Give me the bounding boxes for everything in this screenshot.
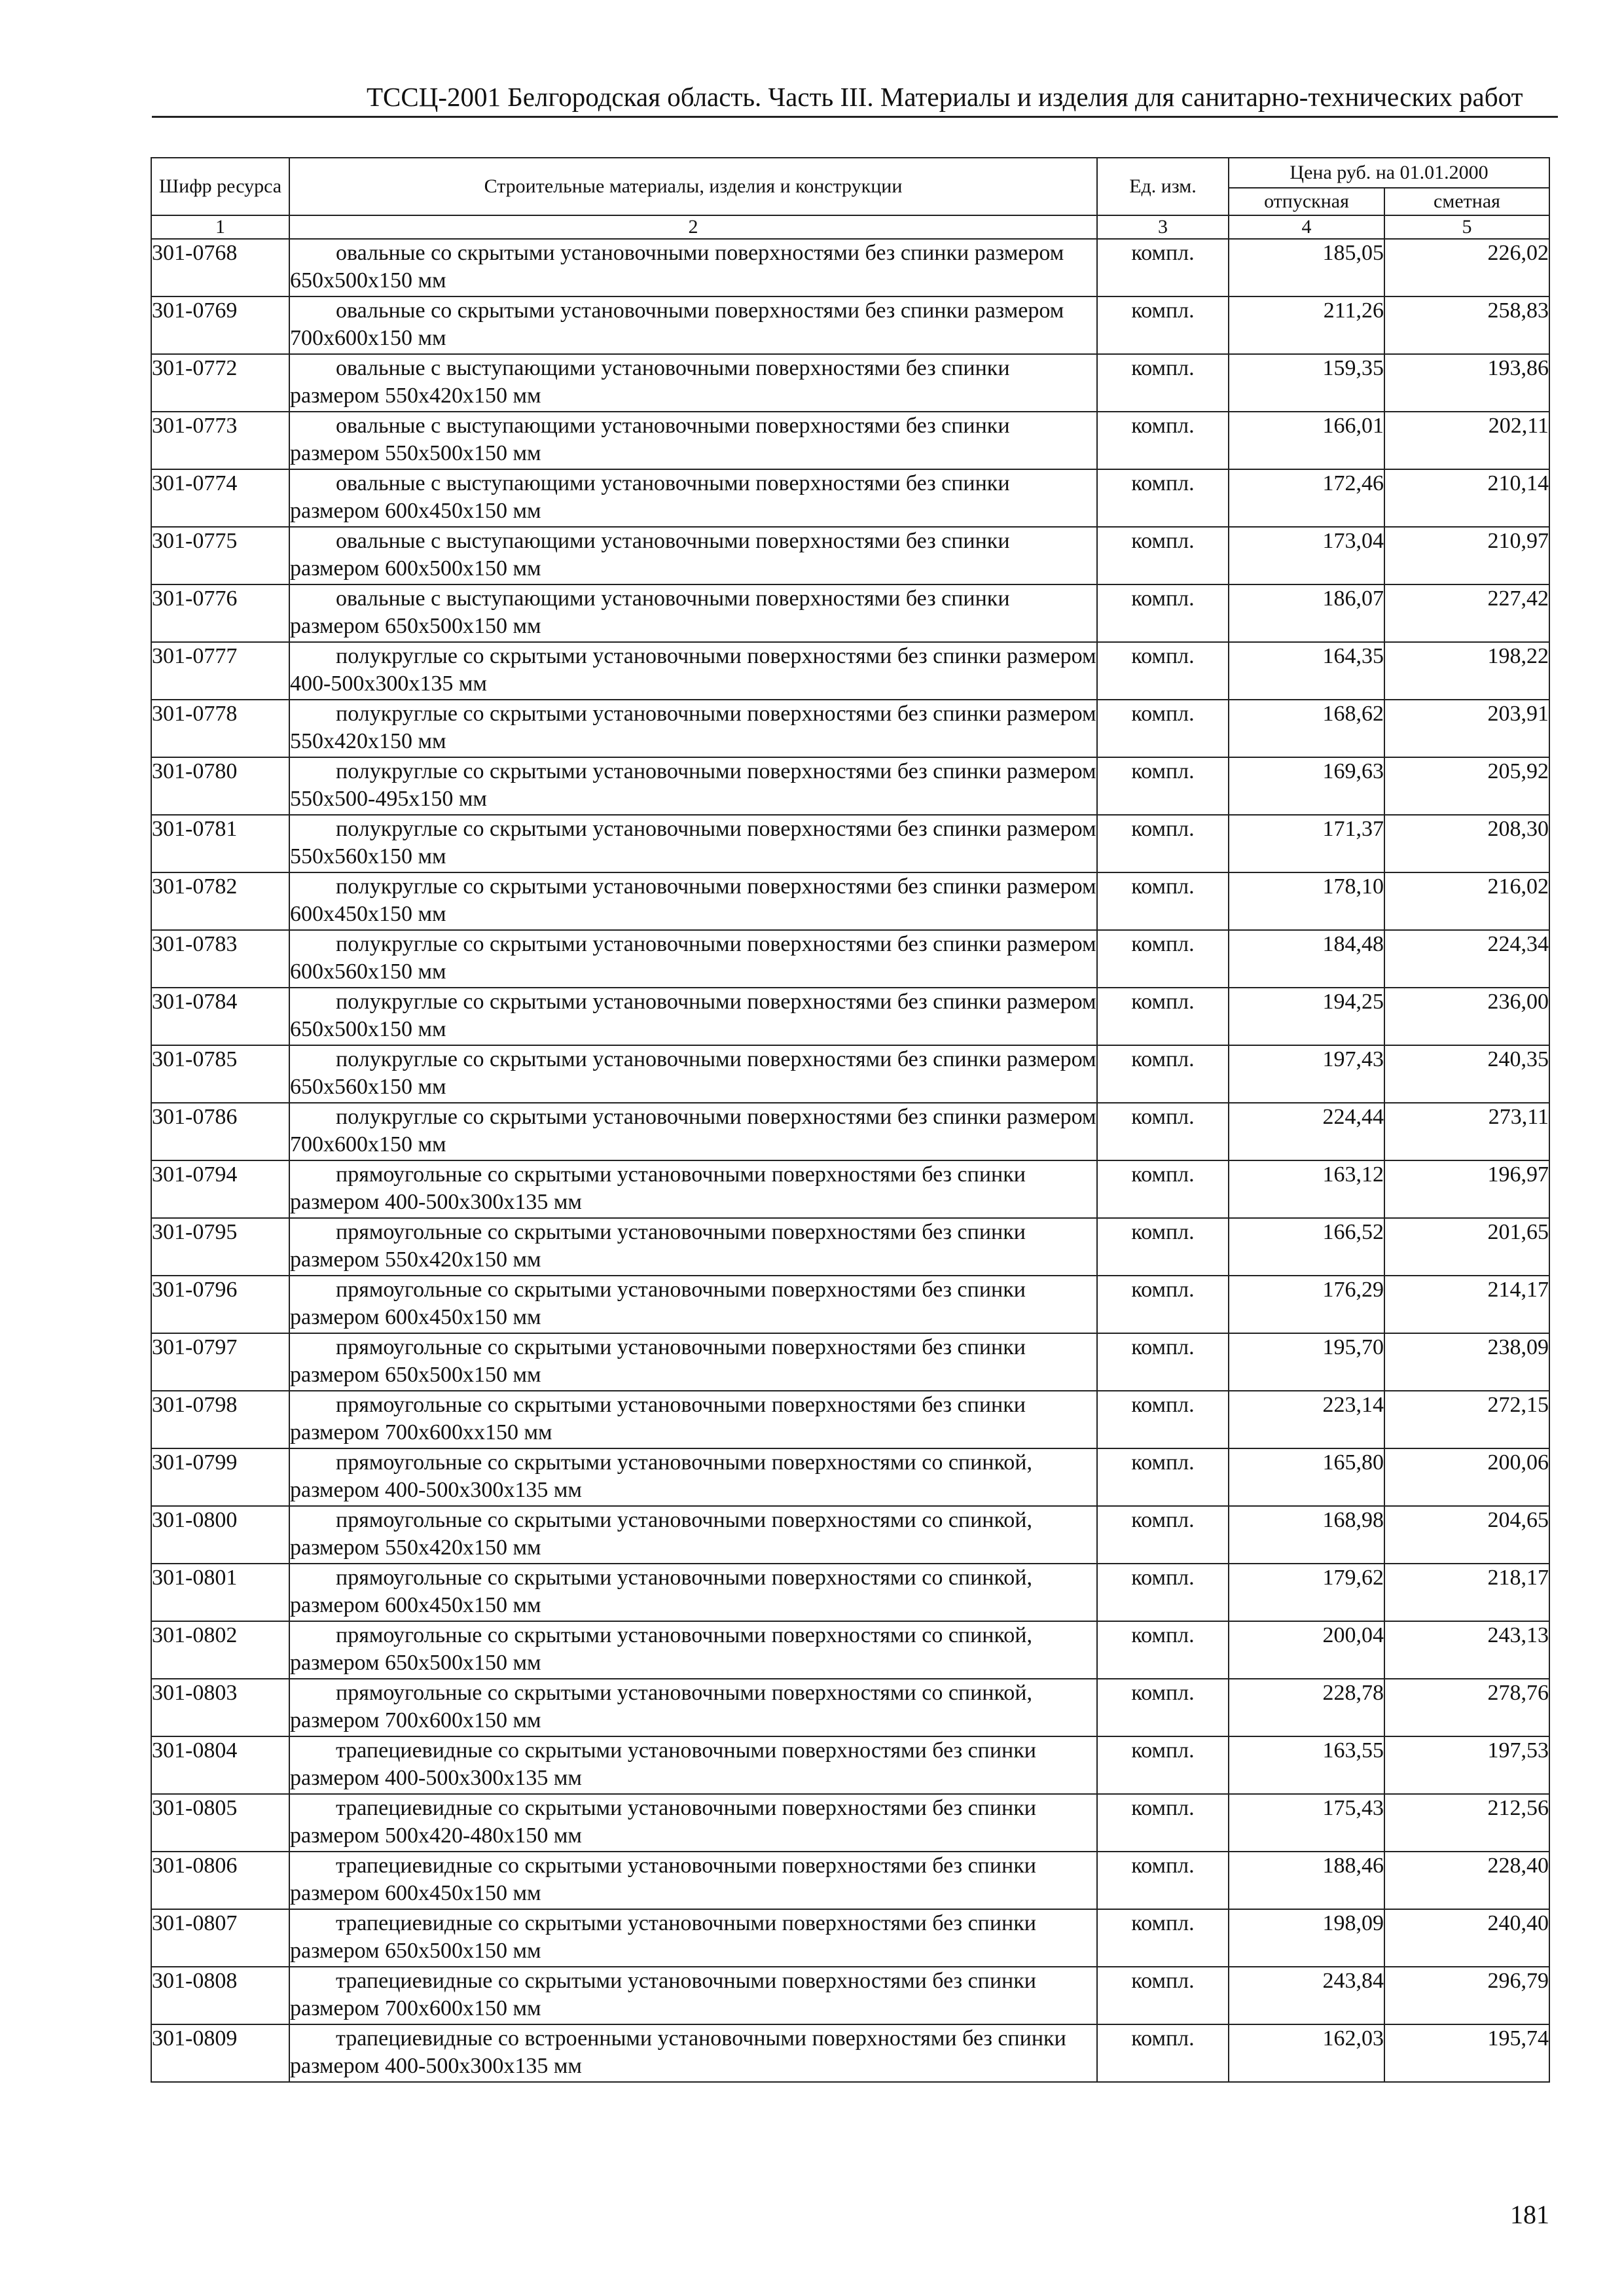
description-cell: прямоугольные со скрытыми установочными поверхностями без спинки размером 550х420х150 мм (289, 1218, 1097, 1276)
resource-code-cell: 301-0807 (151, 1909, 289, 1967)
release-price-cell: 224,44 (1229, 1103, 1384, 1160)
unit-cell: компл. (1097, 815, 1229, 872)
resource-code-cell: 301-0769 (151, 296, 289, 354)
description-cell: полукруглые со скрытыми установочными поверхностями без спинки размером 550х500-495х150 мм (289, 757, 1097, 815)
description-cell: трапециевидные со скрытыми установочными поверхностями без спинки размером 700х600х150 мм (289, 1967, 1097, 2024)
table-row (151, 1564, 1549, 1621)
resource-code-cell: 301-0794 (151, 1160, 289, 1218)
release-price-cell: 198,09 (1229, 1909, 1384, 1967)
unit-cell: компл. (1097, 1794, 1229, 1852)
description-cell: трапециевидные со скрытыми установочными поверхностями без спинки размером 600х450х150 мм (289, 1852, 1097, 1909)
column-number: 4 (1229, 215, 1384, 239)
resource-code-cell: 301-0808 (151, 1967, 289, 2024)
unit-cell: компл. (1097, 642, 1229, 700)
unit-cell: компл. (1097, 1909, 1229, 1967)
description-cell: прямоугольные со скрытыми установочными поверхностями со спинкой, размером 400-500х300х135 мм (289, 1448, 1097, 1506)
unit-cell: компл. (1097, 1218, 1229, 1276)
table-row (151, 1794, 1549, 1852)
unit-cell: компл. (1097, 1103, 1229, 1160)
release-price-cell: 194,25 (1229, 988, 1384, 1045)
release-price-cell: 243,84 (1229, 1967, 1384, 2024)
header-code: Шифр ресурса (151, 158, 289, 215)
unit-cell: компл. (1097, 412, 1229, 469)
estimate-price-cell: 203,91 (1384, 700, 1549, 757)
release-price-cell: 172,46 (1229, 469, 1384, 527)
release-price-cell: 175,43 (1229, 1794, 1384, 1852)
release-price-cell: 163,12 (1229, 1160, 1384, 1218)
description-cell: овальные со скрытыми установочными поверхностями без спинки размером 650х500х150 мм (289, 239, 1097, 296)
column-number: 2 (289, 215, 1097, 239)
table-row (151, 700, 1549, 757)
resource-code-cell: 301-0806 (151, 1852, 289, 1909)
release-price-cell: 164,35 (1229, 642, 1384, 700)
description-cell: полукруглые со скрытыми установочными поверхностями без спинки размером 550х420х150 мм (289, 700, 1097, 757)
unit-cell: компл. (1097, 1967, 1229, 2024)
header-divider (152, 116, 1558, 118)
description-cell: полукруглые со скрытыми установочными поверхностями без спинки размером 400-500х300х135 мм (289, 642, 1097, 700)
unit-cell: компл. (1097, 757, 1229, 815)
description-cell: прямоугольные со скрытыми установочными поверхностями без спинки размером 400-500х300х135 мм (289, 1160, 1097, 1218)
table-row (151, 1333, 1549, 1391)
column-number: 3 (1097, 215, 1229, 239)
description-cell: прямоугольные со скрытыми установочными поверхностями без спинки размером 600х450х150 мм (289, 1276, 1097, 1333)
table-row (151, 1967, 1549, 2024)
release-price-cell: 200,04 (1229, 1621, 1384, 1679)
header-release-price: отпускная (1229, 188, 1384, 215)
resource-code-cell: 301-0804 (151, 1736, 289, 1794)
release-price-cell: 163,55 (1229, 1736, 1384, 1794)
resource-code-cell: 301-0777 (151, 642, 289, 700)
table-row (151, 1852, 1549, 1909)
release-price-cell: 166,52 (1229, 1218, 1384, 1276)
description-cell: прямоугольные со скрытыми установочными поверхностями со спинкой, размером 550х420х150 мм (289, 1506, 1097, 1564)
resource-code-cell: 301-0801 (151, 1564, 289, 1621)
description-cell: полукруглые со скрытыми установочными поверхностями без спинки размером 650х500х150 мм (289, 988, 1097, 1045)
estimate-price-cell: 204,65 (1384, 1506, 1549, 1564)
resource-code-cell: 301-0781 (151, 815, 289, 872)
release-price-cell: 186,07 (1229, 584, 1384, 642)
estimate-price-cell: 195,74 (1384, 2024, 1549, 2082)
estimate-price-cell: 210,14 (1384, 469, 1549, 527)
release-price-cell: 223,14 (1229, 1391, 1384, 1448)
resource-code-cell: 301-0783 (151, 930, 289, 988)
table-row (151, 1679, 1549, 1736)
resource-code-cell: 301-0802 (151, 1621, 289, 1679)
release-price-cell: 171,37 (1229, 815, 1384, 872)
table-row (151, 527, 1549, 584)
estimate-price-cell: 227,42 (1384, 584, 1549, 642)
column-number: 1 (151, 215, 289, 239)
resource-code-cell: 301-0805 (151, 1794, 289, 1852)
table-row (151, 872, 1549, 930)
table-row (151, 239, 1549, 296)
table-row (151, 584, 1549, 642)
resource-code-cell: 301-0774 (151, 469, 289, 527)
unit-cell: компл. (1097, 584, 1229, 642)
release-price-cell: 165,80 (1229, 1448, 1384, 1506)
resource-code-cell: 301-0798 (151, 1391, 289, 1448)
resource-code-cell: 301-0778 (151, 700, 289, 757)
release-price-cell: 211,26 (1229, 296, 1384, 354)
estimate-price-cell: 218,17 (1384, 1564, 1549, 1621)
description-cell: трапециевидные со встроенными установочными поверхностями без спинки размером 400-500х300х135 мм (289, 2024, 1097, 2082)
resource-code-cell: 301-0782 (151, 872, 289, 930)
table-row (151, 642, 1549, 700)
resource-code-cell: 301-0797 (151, 1333, 289, 1391)
resource-code-cell: 301-0768 (151, 239, 289, 296)
resource-code-cell: 301-0809 (151, 2024, 289, 2082)
release-price-cell: 162,03 (1229, 2024, 1384, 2082)
unit-cell: компл. (1097, 930, 1229, 988)
resource-code-cell: 301-0799 (151, 1448, 289, 1506)
estimate-price-cell: 272,15 (1384, 1391, 1549, 1448)
resource-code-cell: 301-0785 (151, 1045, 289, 1103)
unit-cell: компл. (1097, 2024, 1229, 2082)
description-cell: овальные с выступающими установочными поверхностями без спинки размером 600х450х150 мм (289, 469, 1097, 527)
resource-code-cell: 301-0784 (151, 988, 289, 1045)
estimate-price-cell: 216,02 (1384, 872, 1549, 930)
release-price-cell: 184,48 (1229, 930, 1384, 988)
table-row (151, 1909, 1549, 1967)
table-row (151, 1045, 1549, 1103)
resource-code-cell: 301-0780 (151, 757, 289, 815)
table-row (151, 1506, 1549, 1564)
resource-code-cell: 301-0775 (151, 527, 289, 584)
estimate-price-cell: 200,06 (1384, 1448, 1549, 1506)
column-number: 5 (1384, 215, 1549, 239)
estimate-price-cell: 296,79 (1384, 1967, 1549, 2024)
description-cell: полукруглые со скрытыми установочными поверхностями без спинки размером 650х560х150 мм (289, 1045, 1097, 1103)
estimate-price-cell: 208,30 (1384, 815, 1549, 872)
estimate-price-cell: 278,76 (1384, 1679, 1549, 1736)
description-cell: овальные с выступающими установочными поверхностями без спинки размером 550х420х150 мм (289, 354, 1097, 412)
table-row (151, 354, 1549, 412)
description-cell: овальные с выступающими установочными поверхностями без спинки размером 550х500х150 мм (289, 412, 1097, 469)
estimate-price-cell: 228,40 (1384, 1852, 1549, 1909)
unit-cell: компл. (1097, 872, 1229, 930)
description-cell: трапециевидные со скрытыми установочными поверхностями без спинки размером 400-500х300х135 мм (289, 1736, 1097, 1794)
description-cell: овальные с выступающими установочными поверхностями без спинки размером 600х500х150 мм (289, 527, 1097, 584)
description-cell: полукруглые со скрытыми установочными поверхностями без спинки размером 700х600х150 мм (289, 1103, 1097, 1160)
estimate-price-cell: 197,53 (1384, 1736, 1549, 1794)
estimate-price-cell: 240,35 (1384, 1045, 1549, 1103)
estimate-price-cell: 258,83 (1384, 296, 1549, 354)
table-row (151, 412, 1549, 469)
resource-code-cell: 301-0795 (151, 1218, 289, 1276)
unit-cell: компл. (1097, 700, 1229, 757)
estimate-price-cell: 240,40 (1384, 1909, 1549, 1967)
release-price-cell: 166,01 (1229, 412, 1384, 469)
table-row (151, 930, 1549, 988)
description-cell: прямоугольные со скрытыми установочными поверхностями со спинкой, размером 650х500х150 мм (289, 1621, 1097, 1679)
header-unit: Ед. изм. (1097, 158, 1229, 215)
estimate-price-cell: 196,97 (1384, 1160, 1549, 1218)
resource-code-cell: 301-0803 (151, 1679, 289, 1736)
table-row (151, 1103, 1549, 1160)
estimate-price-cell: 243,13 (1384, 1621, 1549, 1679)
table-row (151, 1218, 1549, 1276)
resource-code-cell: 301-0776 (151, 584, 289, 642)
release-price-cell: 228,78 (1229, 1679, 1384, 1736)
release-price-cell: 178,10 (1229, 872, 1384, 930)
resource-code-cell: 301-0786 (151, 1103, 289, 1160)
table-row (151, 815, 1549, 872)
description-cell: прямоугольные со скрытыми установочными поверхностями со спинкой, размером 700х600х150 мм (289, 1679, 1097, 1736)
unit-cell: компл. (1097, 354, 1229, 412)
estimate-price-cell: 205,92 (1384, 757, 1549, 815)
unit-cell: компл. (1097, 1621, 1229, 1679)
table-row (151, 988, 1549, 1045)
resource-code-cell: 301-0773 (151, 412, 289, 469)
unit-cell: компл. (1097, 1045, 1229, 1103)
unit-cell: компл. (1097, 988, 1229, 1045)
table-row (151, 1736, 1549, 1794)
table-row (151, 1621, 1549, 1679)
unit-cell: компл. (1097, 1564, 1229, 1621)
release-price-cell: 159,35 (1229, 354, 1384, 412)
release-price-cell: 195,70 (1229, 1333, 1384, 1391)
estimate-price-cell: 201,65 (1384, 1218, 1549, 1276)
estimate-price-cell: 214,17 (1384, 1276, 1549, 1333)
release-price-cell: 173,04 (1229, 527, 1384, 584)
unit-cell: компл. (1097, 1333, 1229, 1391)
estimate-price-cell: 226,02 (1384, 239, 1549, 296)
unit-cell: компл. (1097, 1736, 1229, 1794)
release-price-cell: 179,62 (1229, 1564, 1384, 1621)
table-row (151, 1160, 1549, 1218)
unit-cell: компл. (1097, 469, 1229, 527)
description-cell: полукруглые со скрытыми установочными поверхностями без спинки размером 600х560х150 мм (289, 930, 1097, 988)
description-cell: трапециевидные со скрытыми установочными поверхностями без спинки размером 650х500х150 мм (289, 1909, 1097, 1967)
release-price-cell: 169,63 (1229, 757, 1384, 815)
description-cell: прямоугольные со скрытыми установочными поверхностями без спинки размером 650х500х150 мм (289, 1333, 1097, 1391)
unit-cell: компл. (1097, 1448, 1229, 1506)
description-cell: прямоугольные со скрытыми установочными поверхностями со спинкой, размером 600х450х150 мм (289, 1564, 1097, 1621)
release-price-cell: 168,98 (1229, 1506, 1384, 1564)
table-row (151, 757, 1549, 815)
estimate-price-cell: 202,11 (1384, 412, 1549, 469)
estimate-price-cell: 224,34 (1384, 930, 1549, 988)
description-cell: полукруглые со скрытыми установочными поверхностями без спинки размером 550х560х150 мм (289, 815, 1097, 872)
unit-cell: компл. (1097, 1679, 1229, 1736)
description-cell: трапециевидные со скрытыми установочными поверхностями без спинки размером 500х420-480х150 мм (289, 1794, 1097, 1852)
unit-cell: компл. (1097, 296, 1229, 354)
description-cell: овальные со скрытыми установочными поверхностями без спинки размером 700х600х150 мм (289, 296, 1097, 354)
page-number: 181 (1510, 2200, 1549, 2229)
description-cell: прямоугольные со скрытыми установочными поверхностями без спинки размером 700х600хх150 мм (289, 1391, 1097, 1448)
unit-cell: компл. (1097, 1276, 1229, 1333)
estimate-price-cell: 212,56 (1384, 1794, 1549, 1852)
estimate-price-cell: 238,09 (1384, 1333, 1549, 1391)
release-price-cell: 176,29 (1229, 1276, 1384, 1333)
unit-cell: компл. (1097, 1852, 1229, 1909)
unit-cell: компл. (1097, 527, 1229, 584)
page-header-title: ТССЦ-2001 Белгородская область. Часть III. Материалы и изделия для санитарно-технических работ (367, 82, 1523, 112)
table-row (151, 1391, 1549, 1448)
unit-cell: компл. (1097, 239, 1229, 296)
unit-cell: компл. (1097, 1160, 1229, 1218)
resource-code-cell: 301-0772 (151, 354, 289, 412)
release-price-cell: 197,43 (1229, 1045, 1384, 1103)
header-estimate-price: сметная (1384, 188, 1549, 215)
estimate-price-cell: 236,00 (1384, 988, 1549, 1045)
table-row (151, 2024, 1549, 2082)
unit-cell: компл. (1097, 1506, 1229, 1564)
description-cell: полукруглые со скрытыми установочными поверхностями без спинки размером 600х450х150 мм (289, 872, 1097, 930)
estimate-price-cell: 210,97 (1384, 527, 1549, 584)
resource-code-cell: 301-0796 (151, 1276, 289, 1333)
estimate-price-cell: 198,22 (1384, 642, 1549, 700)
release-price-cell: 168,62 (1229, 700, 1384, 757)
price-table (151, 157, 1550, 2083)
release-price-cell: 188,46 (1229, 1852, 1384, 1909)
release-price-cell: 185,05 (1229, 239, 1384, 296)
column-number-row (151, 215, 1549, 239)
unit-cell: компл. (1097, 1391, 1229, 1448)
estimate-price-cell: 193,86 (1384, 354, 1549, 412)
table-row (151, 469, 1549, 527)
resource-code-cell: 301-0800 (151, 1506, 289, 1564)
header-name: Строительные материалы, изделия и конструкции (289, 158, 1097, 215)
table-row (151, 1448, 1549, 1506)
table-row (151, 1276, 1549, 1333)
table-row (151, 296, 1549, 354)
estimate-price-cell: 273,11 (1384, 1103, 1549, 1160)
header-price-group: Цена руб. на 01.01.2000 (1229, 158, 1549, 188)
description-cell: овальные с выступающими установочными поверхностями без спинки размером 650х500х150 мм (289, 584, 1097, 642)
